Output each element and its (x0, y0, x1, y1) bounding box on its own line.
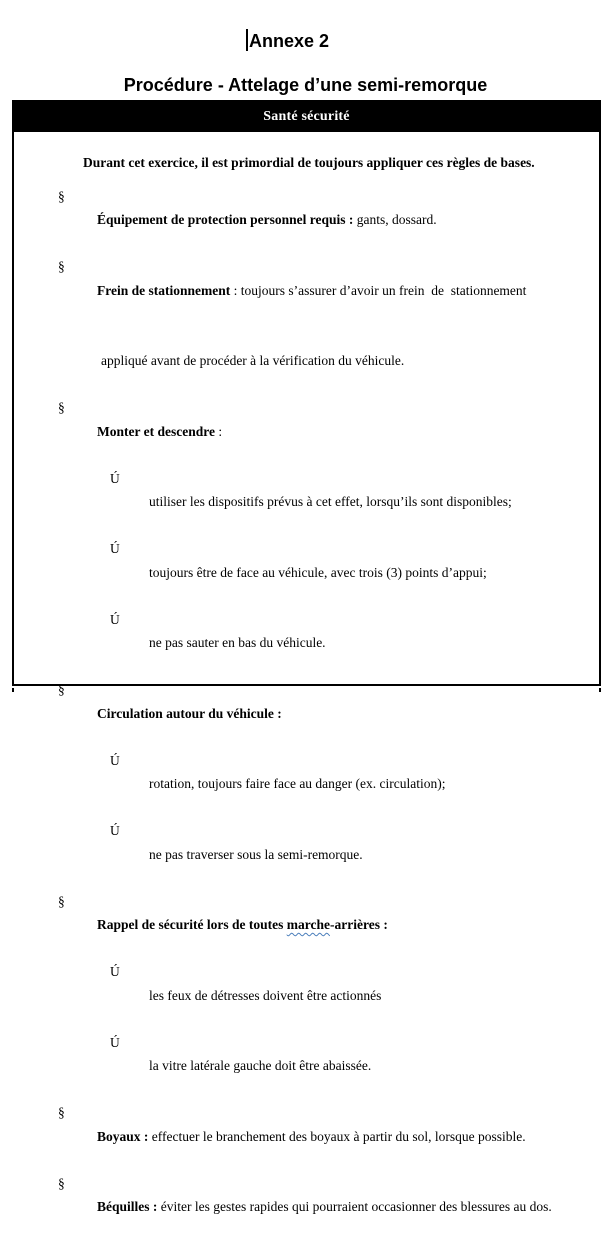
section-bullet-icon: § (58, 890, 65, 914)
spellcheck-word: marche (287, 917, 330, 932)
sub-list-item: Ú rotation, toujours faire face au danger (ex. circulation); (14, 749, 599, 820)
list-item: § Circulation autour du véhicule : (14, 678, 599, 749)
section-bullet-icon: § (58, 678, 65, 702)
list-item: § Monter et descendre : (14, 396, 599, 467)
arrow-bullet-icon: Ú (110, 608, 120, 632)
next-panel-edge (12, 688, 601, 692)
list-item-continuation: appliqué avant de procéder à la vérification du véhicule. (14, 326, 599, 397)
sub-list-item: Ú la vitre latérale gauche doit être abaissée. (14, 1031, 599, 1102)
title-procedure (0, 73, 611, 97)
list-item: § Frein de stationnement : toujours s’assurer d’avoir un frein de stationnement (14, 255, 599, 326)
arrow-bullet-icon: Ú (110, 467, 120, 491)
arrow-bullet-icon: Ú (110, 1031, 120, 1055)
title-procedure-text: Procédure - Attelage d’une semi-remorque (124, 75, 487, 95)
sub-list-item: Ú ne pas traverser sous la semi-remorque. (14, 819, 599, 890)
title-annexe-text: Annexe 2 (249, 31, 329, 51)
sub-list-item: Ú toujours être de face au véhicule, avec trois (3) points d’appui; (14, 537, 599, 608)
panel-header: Santé sécurité (14, 102, 599, 132)
safety-panel (12, 100, 601, 686)
list-item: § Béquilles : éviter les gestes rapides qui pourraient occasionner des blessures au dos. (14, 1172, 599, 1242)
arrow-bullet-icon: Ú (110, 819, 120, 843)
sub-list-item: Ú les feux de détresses doivent être actionnés (14, 960, 599, 1031)
sub-list-item: Ú ne pas sauter en bas du véhicule. (14, 608, 599, 679)
section-bullet-icon: § (58, 1101, 65, 1125)
title-annexe (0, 29, 593, 53)
list-item: § Rappel de sécurité lors de toutes marche-arrières : (14, 890, 599, 961)
list-item: § Boyaux : effectuer le branchement des boyaux à partir du sol, lorsque possible. (14, 1101, 599, 1172)
arrow-bullet-icon: Ú (110, 537, 120, 561)
section-bullet-icon: § (58, 255, 65, 279)
section-bullet-icon: § (58, 185, 65, 209)
text-cursor (246, 29, 248, 51)
panel-body (14, 151, 599, 1242)
section-bullet-icon: § (58, 1172, 65, 1196)
list-item: § Équipement de protection personnel requis : gants, dossard. (14, 185, 599, 256)
sub-list-item: Ú utiliser les dispositifs prévus à cet effet, lorsqu’ils sont disponibles; (14, 467, 599, 538)
intro-line: Durant cet exercice, il est primordial de toujours appliquer ces règles de bases. (14, 151, 599, 175)
arrow-bullet-icon: Ú (110, 960, 120, 984)
arrow-bullet-icon: Ú (110, 749, 120, 773)
section-bullet-icon: § (58, 396, 65, 420)
